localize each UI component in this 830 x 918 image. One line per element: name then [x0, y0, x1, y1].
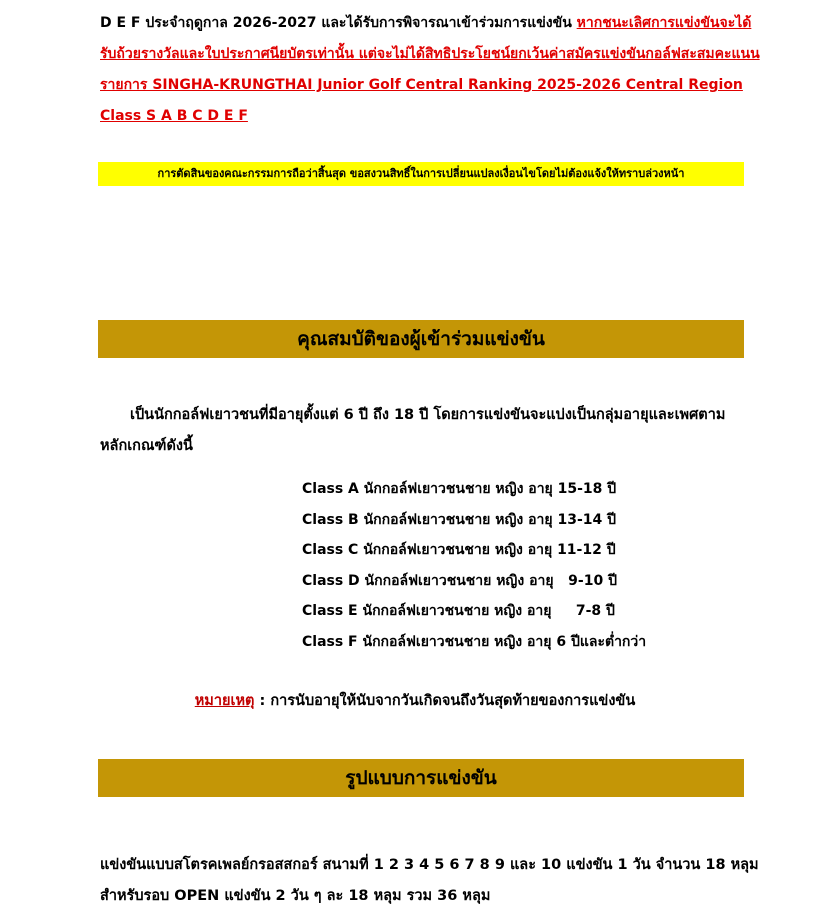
class-item-c: Class C นักกอล์ฟเยาวชนชาย หญิง อายุ 11-12 ปี: [302, 542, 616, 559]
notice-banner: การตัดสินของคณะกรรมการถือว่าสิ้นสุด ขอสงวนสิทธิ์ในการเปลี่ยนแปลงเงื่อนไขโดยไม่ต้องแจ้งให้ทราบล่วงหน้า: [98, 162, 744, 186]
note: [0, 688, 830, 714]
qualifications-paragraph: เป็นนักกอล์ฟเยาวชนที่มีอายุตั้งแต่ 6 ปี ถึง 18 ปี โดยการแข่งขันจะแบ่งเป็นกลุ่มอายุและเพศตามหลักเกณฑ์ดังนี้: [100, 407, 726, 454]
class-list: [302, 474, 646, 658]
format-line-1: แข่งขันแบบสโตรคเพลย์กรอสสกอร์ สนามที่ 1 2 3 4 5 6 7 8 9 และ 10 แข่งขัน 1 วัน จำนวน 18 หลุม: [100, 857, 759, 873]
intro-red-text: หากชนะเลิศการแข่งขันจะได้รับถ้วยรางวัลและใบประกาศนียบัตรเท่านั้น แต่จะไม่ได้สิทธิประโยชน์ยกเว้นค่าสมัครแข่งขันกอล์ฟสะสมคะแนนรายการ SINGHA-KRUNGTHAI Junior Golf Central Ranking 2025-2026 Central Region Class S A B C D E F: [100, 15, 760, 124]
class-item-b: Class B นักกอล์ฟเยาวชนชาย หญิง อายุ 13-14 ปี: [302, 511, 617, 528]
format-line-2: สำหรับรอบ OPEN แข่งขัน 2 วัน ๆ ละ 18 หลุม รวม 36 หลุม: [100, 888, 491, 904]
note-label: หมายเหตุ: [194, 693, 255, 709]
class-item-d: Class D นักกอล์ฟเยาวชนชาย หญิง อายุ 9-10 ปี: [302, 572, 617, 589]
note-text: : การนับอายุให้นับจากวันเกิดจนถึงวันสุดท้ายของการแข่งขัน: [254, 693, 636, 709]
class-item-a: Class A นักกอล์ฟเยาวชนชาย หญิง อายุ 15-18 ปี: [302, 481, 617, 497]
format-heading: รูปแบบการแข่งขัน: [98, 759, 744, 797]
class-item-e: Class E นักกอล์ฟเยาวชนชาย หญิง อายุ 7-8 ปี: [302, 603, 615, 620]
intro-paragraph: [100, 8, 760, 132]
intro-black-text: D E F ประจำฤดูกาล 2026-2027 และได้รับการพิจารณาเข้าร่วมการแข่งขัน: [100, 15, 577, 31]
class-item-f: Class F นักกอล์ฟเยาวชนชาย หญิง อายุ 6 ปีและต่ำกว่า: [302, 633, 647, 650]
qualifications-heading: คุณสมบัติของผู้เข้าร่วมแข่งขัน: [98, 320, 744, 358]
format-paragraph: [100, 850, 760, 912]
